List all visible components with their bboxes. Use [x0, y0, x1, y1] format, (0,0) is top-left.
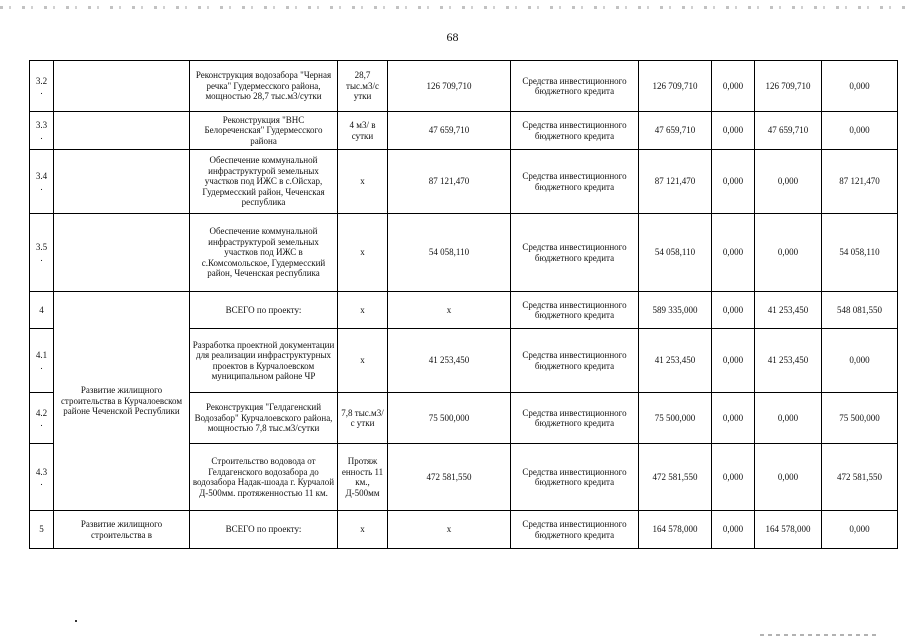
value-cell: 0,000: [755, 150, 822, 214]
value-cell: 0,000: [712, 150, 755, 214]
source-cell: Средства инвестиционного бюджетного кредита: [511, 112, 639, 150]
capacity-cell: х: [338, 214, 388, 292]
capacity-cell: х: [338, 329, 388, 393]
budget-table: [29, 60, 898, 549]
value-cell: 47 659,710: [639, 112, 712, 150]
row-number: 4.3 .: [30, 444, 54, 511]
section-cell: [54, 214, 190, 292]
source-cell: Средства инвестиционного бюджетного кредита: [511, 214, 639, 292]
project-name: Реконструкция "Гелдагенский Водозабор" Курчалоевского района, мощностью 7,8 тыс.м3/сутки: [190, 393, 338, 444]
total-cell: 54 058,110: [388, 214, 511, 292]
project-name: Строительство водовода от Гелдагенского водозабора до водозабора Надак-шоада г. Курчалой Д-500мм. протяженностью 11 км.: [190, 444, 338, 511]
project-name: Обеспечение коммунальной инфраструктурой земельных участков под ИЖС в с.Комсомольское, Гудермесский район, Чеченская республика: [190, 214, 338, 292]
source-cell: Средства инвестиционного бюджетного кредита: [511, 444, 639, 511]
table-row: [30, 150, 898, 214]
value-cell: 0,000: [712, 329, 755, 393]
total-cell: х: [388, 292, 511, 329]
value-cell: 41 253,450: [755, 292, 822, 329]
value-cell: 0,000: [712, 61, 755, 112]
value-cell: 548 081,550: [822, 292, 898, 329]
capacity-cell: 28,7 тыс.м3/с утки: [338, 61, 388, 112]
value-cell: 0,000: [712, 292, 755, 329]
source-cell: Средства инвестиционного бюджетного кредита: [511, 292, 639, 329]
value-cell: 0,000: [822, 329, 898, 393]
row-number: 3.5 .: [30, 214, 54, 292]
total-cell: 41 253,450: [388, 329, 511, 393]
source-cell: Средства инвестиционного бюджетного кредита: [511, 393, 639, 444]
value-cell: 589 335,000: [639, 292, 712, 329]
value-cell: 126 709,710: [755, 61, 822, 112]
value-cell: 0,000: [822, 61, 898, 112]
value-cell: 0,000: [712, 112, 755, 150]
project-name: Реконструкция "ВНС Белореченская" Гудермесского района: [190, 112, 338, 150]
source-cell: Средства инвестиционного бюджетного кредита: [511, 329, 639, 393]
value-cell: 472 581,550: [639, 444, 712, 511]
value-cell: 75 500,000: [822, 393, 898, 444]
value-cell: 0,000: [712, 214, 755, 292]
value-cell: 472 581,550: [822, 444, 898, 511]
value-cell: 87 121,470: [639, 150, 712, 214]
value-cell: 41 253,450: [639, 329, 712, 393]
section-title: Развитие жилищного строительства в: [54, 511, 190, 549]
value-cell: 0,000: [755, 444, 822, 511]
capacity-cell: 7,8 тыс.м3/с утки: [338, 393, 388, 444]
table-row: [30, 214, 898, 292]
capacity-cell: х: [338, 292, 388, 329]
capacity-cell: х: [338, 511, 388, 549]
value-cell: 0,000: [712, 393, 755, 444]
table-row: [30, 61, 898, 112]
value-cell: 75 500,000: [639, 393, 712, 444]
scan-speck: [75, 620, 77, 622]
table-row: [30, 292, 898, 329]
source-cell: Средства инвестиционного бюджетного кредита: [511, 61, 639, 112]
row-number: 3.3 .: [30, 112, 54, 150]
value-cell: 0,000: [712, 511, 755, 549]
value-cell: 0,000: [712, 444, 755, 511]
section-title: Развитие жилищного строительства в Курчалоевском районе Чеченской Республики: [54, 292, 190, 511]
section-cell: [54, 150, 190, 214]
total-cell: 75 500,000: [388, 393, 511, 444]
row-number: 4: [30, 292, 54, 329]
row-number: 3.4 .: [30, 150, 54, 214]
value-cell: 0,000: [822, 112, 898, 150]
scan-artifact-bottom: [760, 634, 880, 636]
total-cell: 472 581,550: [388, 444, 511, 511]
section-cell: [54, 61, 190, 112]
capacity-cell: 4 м3/ в сутки: [338, 112, 388, 150]
value-cell: 126 709,710: [639, 61, 712, 112]
source-cell: Средства инвестиционного бюджетного кредита: [511, 150, 639, 214]
value-cell: 41 253,450: [755, 329, 822, 393]
total-cell: 126 709,710: [388, 61, 511, 112]
value-cell: 0,000: [755, 214, 822, 292]
value-cell: 87 121,470: [822, 150, 898, 214]
total-cell: 87 121,470: [388, 150, 511, 214]
project-name: Реконструкция водозабора "Черная речка" Гудермесского района, мощностью 28,7 тыс.м3/сутки: [190, 61, 338, 112]
value-cell: 0,000: [755, 393, 822, 444]
value-cell: 0,000: [822, 511, 898, 549]
table-row: [30, 112, 898, 150]
table-row: [30, 511, 898, 549]
total-cell: 47 659,710: [388, 112, 511, 150]
project-name: ВСЕГО по проекту:: [190, 292, 338, 329]
value-cell: 47 659,710: [755, 112, 822, 150]
value-cell: 54 058,110: [822, 214, 898, 292]
row-number: 3.2 .: [30, 61, 54, 112]
total-cell: х: [388, 511, 511, 549]
section-cell: [54, 112, 190, 150]
project-name: ВСЕГО по проекту:: [190, 511, 338, 549]
scan-artifact-line: [0, 6, 905, 9]
row-number: 4.1 .: [30, 329, 54, 393]
row-number: 4.2 .: [30, 393, 54, 444]
value-cell: 54 058,110: [639, 214, 712, 292]
project-name: Обеспечение коммунальной инфраструктурой земельных участков под ИЖС в с.Ойсхар, Гудермесский район, Чеченская республика: [190, 150, 338, 214]
capacity-cell: х: [338, 150, 388, 214]
source-cell: Средства инвестиционного бюджетного кредита: [511, 511, 639, 549]
page-number: 68: [446, 30, 459, 44]
project-name: Разработка проектной документации для реализации инфраструктурных проектов в Курчалоевском муниципальном районе ЧР: [190, 329, 338, 393]
value-cell: 164 578,000: [755, 511, 822, 549]
row-number: 5: [30, 511, 54, 549]
value-cell: 164 578,000: [639, 511, 712, 549]
capacity-cell: Протяж енность 11 км., Д-500мм: [338, 444, 388, 511]
